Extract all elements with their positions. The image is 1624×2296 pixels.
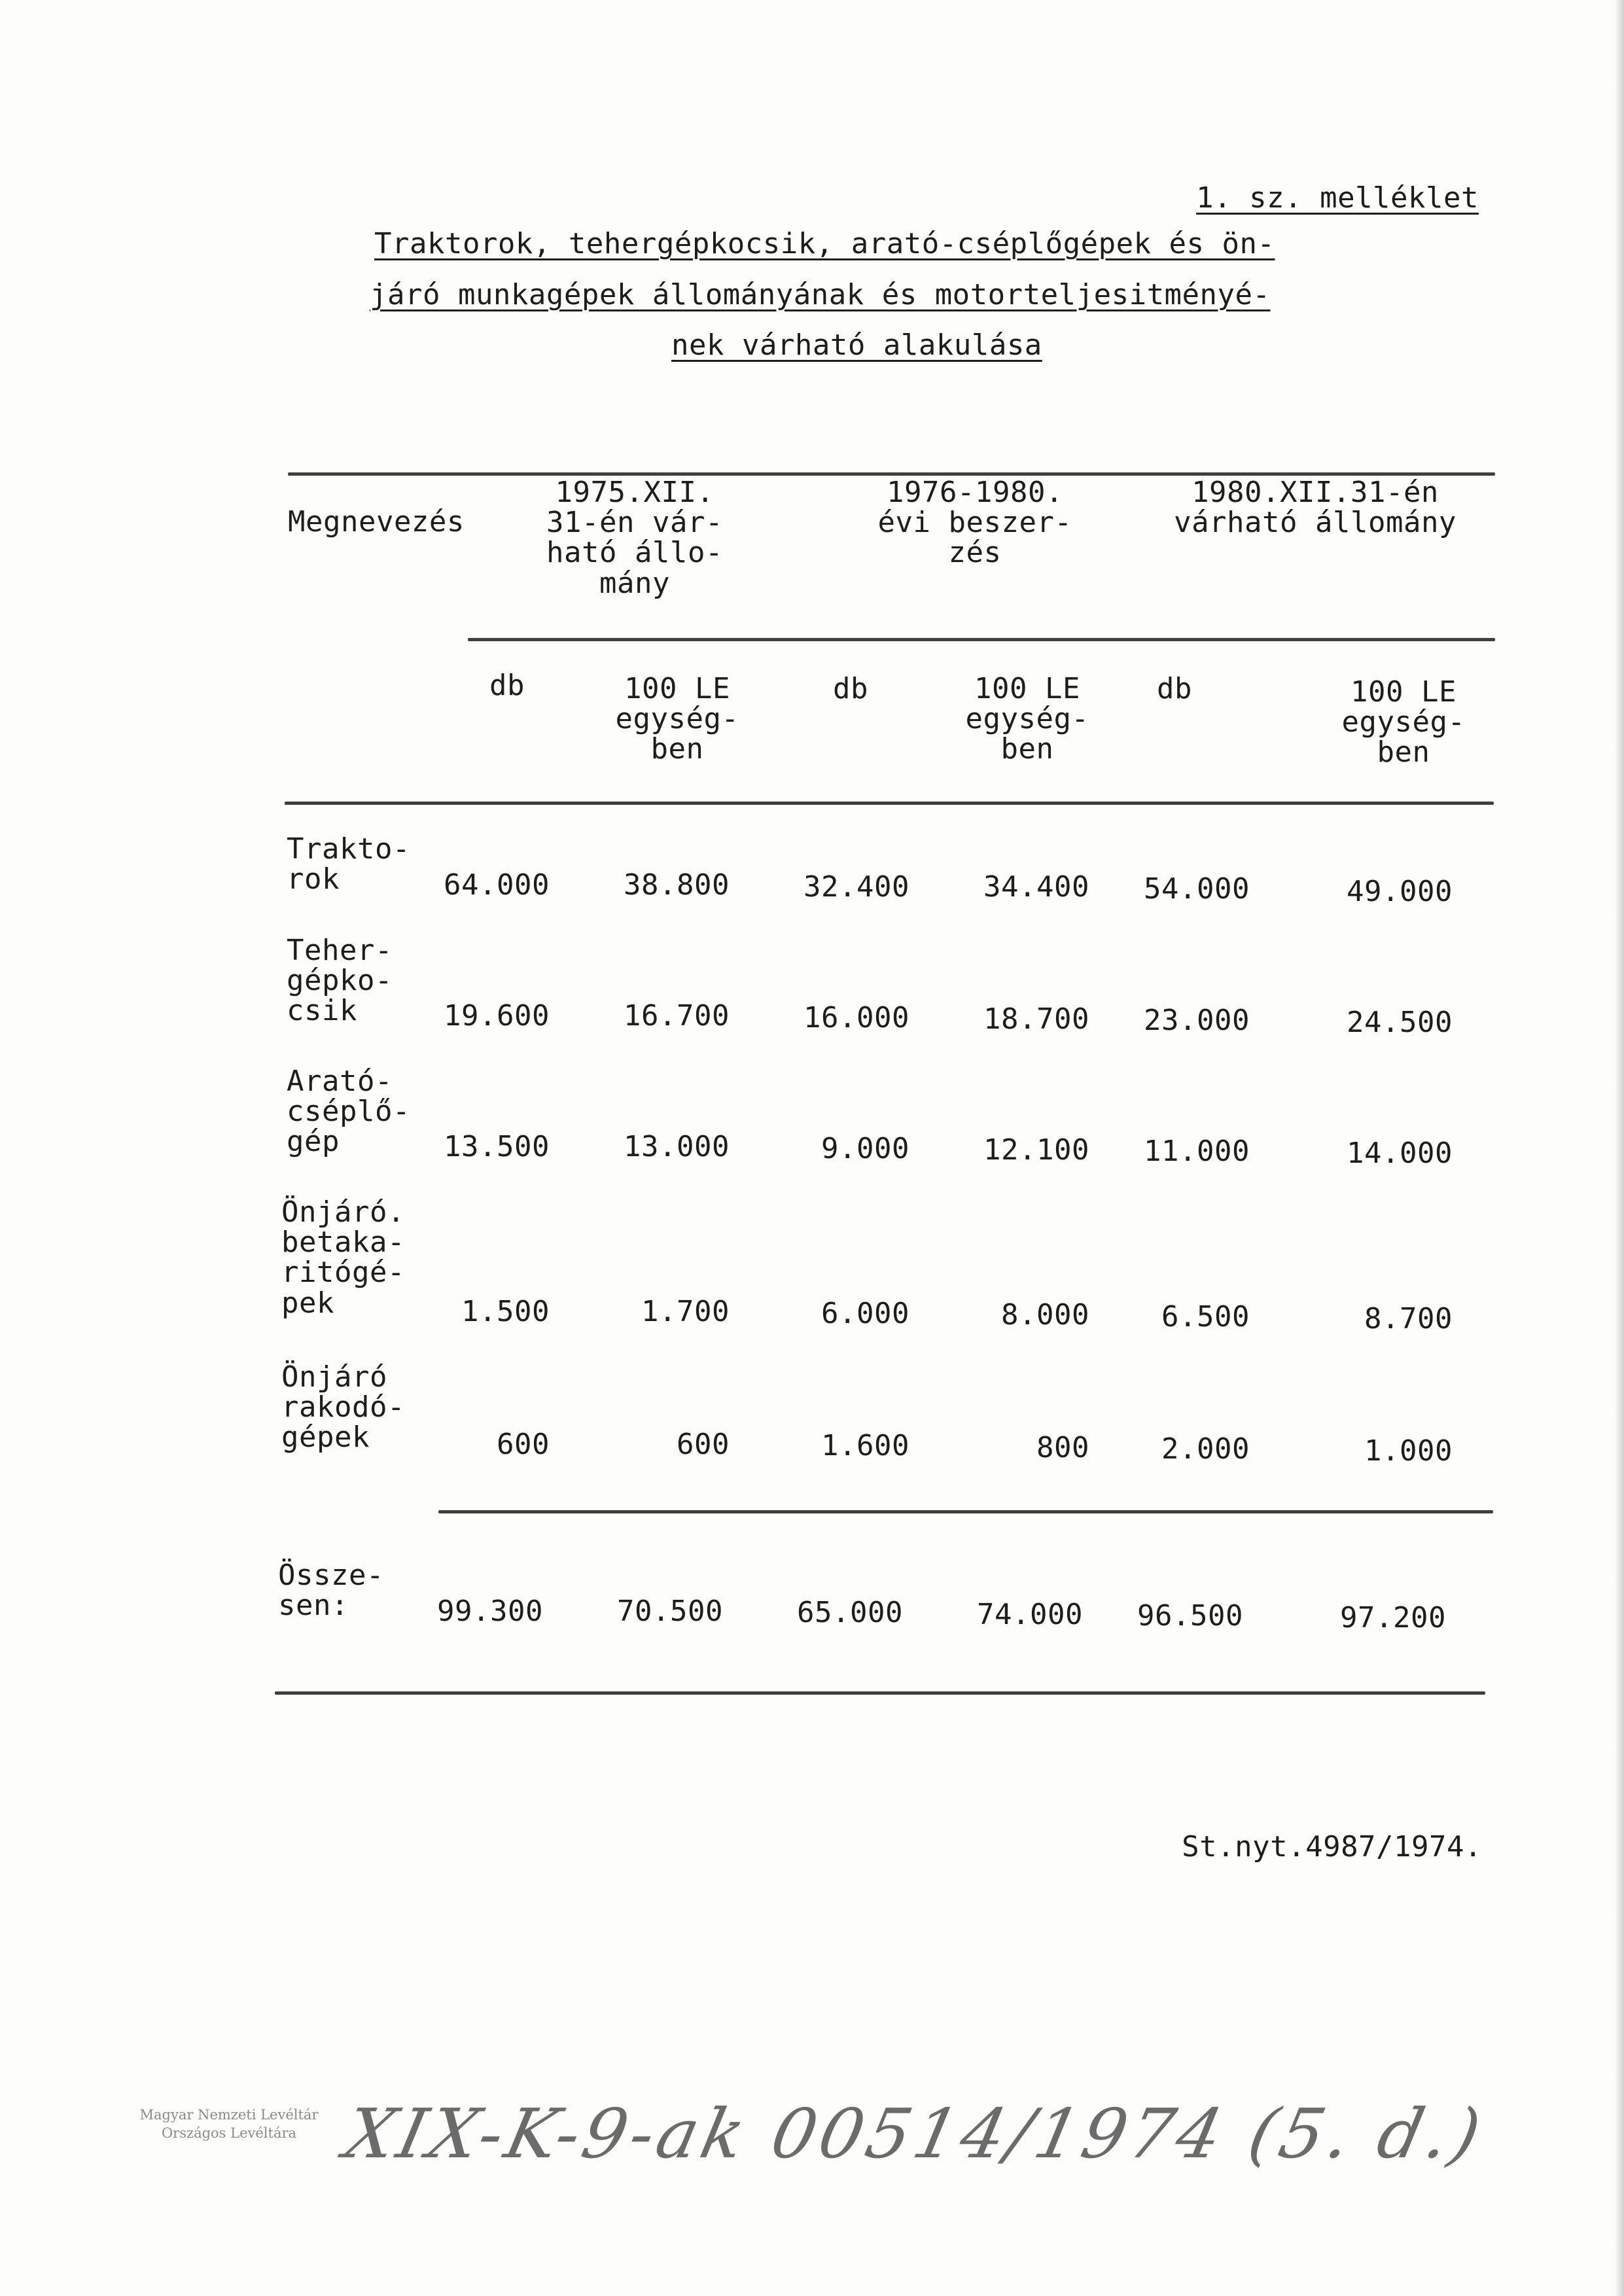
- group-header-1976-1980: 1976-1980. évi beszer- zés: [877, 476, 1072, 570]
- table-cell: 54.000: [1144, 872, 1250, 906]
- unit-header-db: db: [833, 672, 868, 705]
- row-name-onjaro-rakodogepek: Önjáró rakodó- gépek: [281, 1360, 405, 1455]
- total-cell: 99.300: [437, 1595, 543, 1628]
- table-cell: 600: [497, 1428, 550, 1461]
- archive-stamp: [128, 2106, 330, 2143]
- table-cell: 8.700: [1364, 1302, 1453, 1335]
- unit-header-100le: 100 LE egység- ben: [1341, 675, 1466, 769]
- col-name-header: Megnevezés: [288, 505, 465, 539]
- table-cell: 13.500: [444, 1130, 550, 1163]
- header-mid-rule: [468, 638, 1495, 641]
- row-name-tehergepkocsik: Teher- gépko- csik: [287, 934, 393, 1028]
- table-cell: 18.700: [983, 1002, 1089, 1036]
- title-line-2: járó munkagépek állományának és motorteljesitményé-: [370, 278, 1271, 311]
- row-name-onjaro-betakaritogepek: Önjáró. betaka- ritógé- pek: [281, 1195, 405, 1320]
- table-cell: 6.000: [821, 1297, 909, 1330]
- table-cell: 1.500: [461, 1295, 550, 1328]
- table-cell: 800: [1036, 1431, 1089, 1464]
- row-name-traktorok: Trakto- rok: [287, 832, 410, 896]
- total-cell: 97.200: [1340, 1601, 1446, 1634]
- row-name-arato-csepl-gep: Arató- cséplő- gép: [287, 1065, 410, 1159]
- table-cell: 12.100: [983, 1133, 1089, 1167]
- table-cell: 19.600: [444, 999, 550, 1033]
- group-header-1975: 1975.XII. 31-én vár- ható állo- mány: [546, 476, 723, 600]
- table-cell: 14.000: [1347, 1137, 1453, 1170]
- table-cell: 49.000: [1347, 875, 1453, 908]
- total-rule: [438, 1510, 1493, 1513]
- table-cell: 34.400: [983, 870, 1089, 904]
- table-bottom-rule: [275, 1691, 1485, 1695]
- table-cell: 9.000: [821, 1132, 909, 1165]
- page-edge-shadow: [1615, 0, 1624, 2296]
- table-cell: 1.000: [1364, 1434, 1453, 1468]
- table-cell: 11.000: [1144, 1135, 1250, 1168]
- unit-header-db: db: [489, 669, 525, 702]
- title-line-1: Traktorok, tehergépkocsik, arató-cséplőgépek és ön-: [374, 227, 1275, 260]
- header-bottom-rule: [285, 802, 1494, 805]
- table-cell: 24.500: [1347, 1006, 1453, 1039]
- table-cell: 600: [677, 1428, 730, 1461]
- table-cell: 2.000: [1161, 1432, 1250, 1466]
- unit-header-db: db: [1157, 672, 1192, 705]
- attachment-label: 1. sz. melléklet: [1196, 181, 1479, 215]
- total-cell: 70.500: [617, 1595, 723, 1628]
- table-cell: 1.600: [821, 1429, 909, 1462]
- archive-stamp-line-2: Országos Levéltára: [161, 2125, 297, 2142]
- unit-header-100le: 100 LE egység- ben: [965, 672, 1089, 766]
- table-cell: 16.700: [624, 999, 730, 1033]
- table-cell: 32.400: [803, 870, 909, 904]
- handwritten-archive-signature: XIX-K-9-ak 00514/1974 (5. d.): [338, 2094, 1491, 2174]
- table-cell: 64.000: [444, 868, 550, 902]
- title-line-3: nek várható alakulása: [671, 328, 1042, 362]
- table-cell: 38.800: [624, 868, 730, 902]
- row-name-osszesen: Össze- sen:: [278, 1559, 384, 1623]
- archive-stamp-line-1: Magyar Nemzeti Levéltár: [139, 2107, 319, 2123]
- table-cell: 13.000: [624, 1130, 730, 1163]
- total-cell: 74.000: [977, 1598, 1083, 1631]
- table-cell: 8.000: [1001, 1298, 1089, 1332]
- group-header-1980: 1980.XII.31-én várható állomány: [1174, 476, 1456, 540]
- table-cell: 1.700: [641, 1295, 730, 1328]
- total-cell: 96.500: [1137, 1599, 1243, 1633]
- unit-header-100le: 100 LE egység- ben: [615, 672, 739, 766]
- reference-number: St.nyt.4987/1974.: [1182, 1830, 1482, 1863]
- table-cell: 16.000: [803, 1001, 909, 1034]
- total-cell: 65.000: [797, 1596, 903, 1629]
- table-cell: 6.500: [1161, 1300, 1250, 1333]
- table-cell: 23.000: [1144, 1004, 1250, 1037]
